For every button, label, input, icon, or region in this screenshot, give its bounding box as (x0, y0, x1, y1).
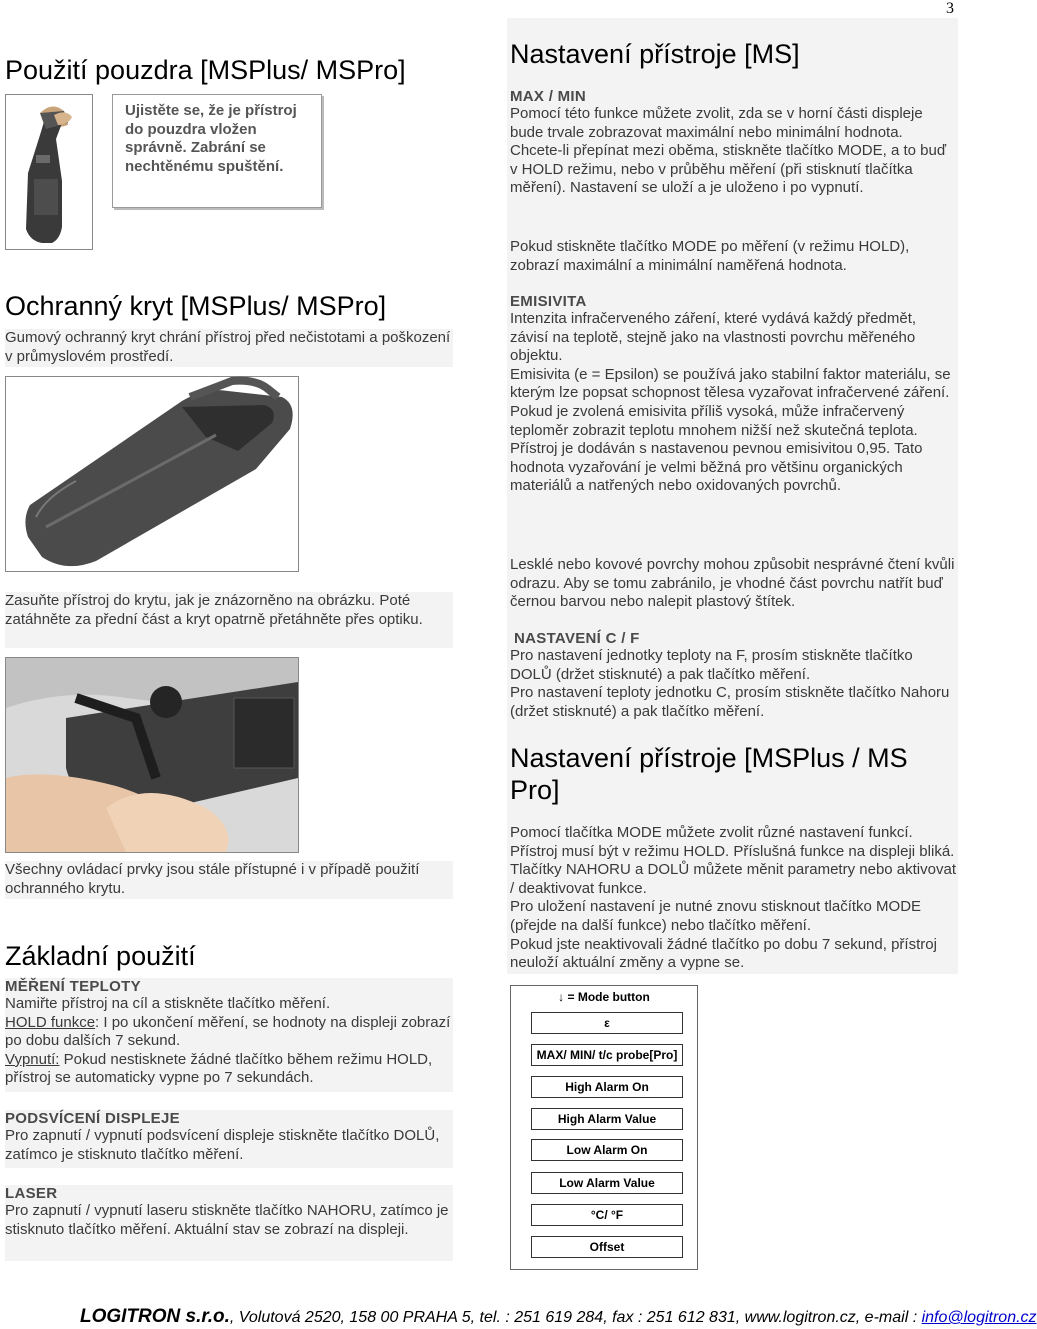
menu-item-offset: Offset (531, 1236, 683, 1258)
off-text: Pokud nestisknete žádné tlačítko během režimu HOLD, přístroj se automaticky vypne po 7 sekundách. (5, 1050, 433, 1087)
maxmin-text-2: Chcete-li přepínat mezi oběma, stiskněte tlačítko MODE, a to buď v HOLD režimu, nebo v průběhu měření (při stisknutí tlačítka měření). Nastavení se uloží a je uloženo i po vypnutí. (510, 142, 947, 197)
menu-item-high-alarm-value: High Alarm Value (531, 1108, 683, 1130)
backlight-block (5, 1110, 453, 1168)
backlight-text: Pro zapnutí / vypnutí podsvícení displeje stiskněte tlačítko DOLŮ, zatímco je stisknuto tlačítko měření. (5, 1127, 440, 1163)
covered-device-image (5, 657, 299, 853)
off-paragraph (5, 1051, 453, 1088)
emissivity-text-3: Přístroj je dodáván s nastavenou pevnou emisivitou 0,95. Tato hodnota vyzařování je velmi běžná pro většinu organických materiálů a natřených nebo oxidovaných povrchů. (510, 440, 923, 495)
menu-item-low-alarm-value: Low Alarm Value (531, 1172, 683, 1194)
footer-company: LOGITRON s.r.o. (80, 1306, 230, 1327)
msplus-block (510, 824, 956, 973)
menu-item-low-alarm-on: Low Alarm On (531, 1139, 683, 1161)
cover-section-title: Ochranný kryt [MSPlus/ MSPro] (5, 291, 387, 321)
laser-heading: LASER (5, 1185, 58, 1202)
menu-item-high-alarm-on: High Alarm On (531, 1076, 683, 1098)
maxmin-heading: MAX / MIN (510, 88, 587, 105)
case-note-text: Ujistěte se, že je přístroj do pouzdra vložen správně. Zabrání se nechtěnému spuštění. (125, 102, 297, 175)
hold-label: HOLD funkce (5, 1013, 96, 1031)
msplus-text-3: Pokud jste neaktivovali žádné tlačítko po dobu 7 sekund, přístroj neuloží aktuální změny a vypne se. (510, 935, 937, 972)
emissivity-text: Intenzita infračerveného záření, které vydává každý předmět, závisí na teplotě, stejně jako na vlastnosti povrchu měřeného objektu. (510, 310, 917, 365)
mode-menu-header: ↓ = Mode button (558, 990, 650, 1004)
footer (80, 1306, 1037, 1328)
menu-item-emissivity: ε (531, 1012, 683, 1034)
footer-email-link[interactable]: info@logitron.cz (921, 1309, 1037, 1326)
hold-text: : I po ukončení měření, se hodnoty na displeji zobrazí po dobu dalších 7 sekund. (5, 1013, 451, 1050)
controls-text: Všechny ovládací prvky jsou stále přístupné i v případě použití ochranného krytu. (5, 861, 453, 899)
laser-text: Pro zapnutí / vypnutí laseru stiskněte tlačítko NAHORU, zatímco je stisknuto tlačítko měření. Aktuální stav se zobrazí na displeji. (5, 1202, 449, 1238)
measure-line-1: Namiřte přístroj na cíl a stiskněte tlačítko měření. (5, 995, 331, 1012)
insert-text: Zasuňte přístroj do krytu, jak je znázorněno na obrázku. Poté zatáhněte za přední část a kryt opatrně přetáhněte přes optiku. (5, 592, 453, 648)
rubber-cover-image (5, 376, 299, 572)
emissivity-heading: EMISIVITA (510, 293, 587, 310)
emissivity-text-4: Lesklé nebo kovové povrchy mohou způsobit nesprávné čtení kvůli odrazu. Aby se tomu zabránilo, je vhodné část povrchu natřít buď černou barvou nebo nalepit plastový štítek. (510, 556, 955, 611)
case-note-box (112, 94, 322, 208)
off-label: Vypnutí: (5, 1050, 60, 1068)
mode-menu-diagram (510, 985, 698, 1270)
maxmin-text: Pomocí této funkce můžete zvolit, zda se v horní části displeje bude trvale zobrazovat maximální nebo minimální hodnota. (510, 105, 923, 141)
maxmin-block (510, 88, 954, 198)
msplus-text-2: Pro uložení nastavení je nutné znovu stisknout tlačítko MODE (přejde na další funkce) nebo tlačítko měření. (510, 898, 922, 934)
msplus-text: Pomocí tlačítka MODE můžete zvolit různé nastavení funkcí. Přístroj musí být v režimu HOLD. Příslušná funkce na displeji bliká. Tlačítky NAHORU a DOLŮ můžete měnit parametry nebo aktivovat / deaktivovat funkce. (510, 824, 956, 897)
measure-heading: MĚŘENÍ TEPLOTY (5, 978, 141, 995)
measure-block (5, 978, 453, 1092)
cover-text: Gumový ochranný kryt chrání přístroj před nečistotami a poškození v průmyslovém prostředí. (5, 329, 453, 367)
ms-settings-title: Nastavení přístroje [MS] (510, 39, 800, 69)
hold-paragraph (5, 1014, 453, 1051)
basic-use-title: Základní použití (5, 941, 196, 971)
maxmin-text-3: Pokud stiskněte tlačítko MODE po měření (v režimu HOLD), zobrazí maximální a minimální naměřená hodnota. (510, 238, 910, 274)
emissivity-text-2: Emisivita (e = Epsilon) se používá jako stabilní faktor materiálu, se kterým lze popsat schopnost tělesa vyzařovat infračervené záření. Pokud je zvolená emisivita příliš vysoká, může infračervený teploměr zobrazit teplotu mnohem nižší než skutečná teplota. (510, 365, 951, 439)
units-heading: NASTAVENÍ C / F (514, 630, 640, 647)
menu-item-maxmin: MAX/ MIN/ t/c probe[Pro] (531, 1044, 683, 1066)
backlight-heading: PODSVÍCENÍ DISPLEJE (5, 1110, 180, 1127)
emissivity-block (510, 293, 954, 496)
footer-address: , Volutová 2520, 158 00 PRAHA 5, tel. : 251 619 284, fax : 251 612 831, www.logitron.cz, e-mail : (229, 1309, 922, 1326)
units-text: Pro nastavení jednotky teploty na F, prosím stiskněte tlačítko DOLŮ (držet stisknuté) a pak tlačítko měření. (510, 647, 913, 683)
msplus-settings-title: Nastavení přístroje [MSPlus / MS Pro] (510, 743, 908, 805)
page-number: 3 (946, 0, 954, 17)
holster-image (5, 94, 93, 250)
menu-item-units: °C/ °F (531, 1204, 683, 1226)
units-text-2: Pro nastavení teploty jednotku C, prosím stiskněte tlačítko Nahoru (držet stisknuté) a pak tlačítko měření. (510, 684, 950, 720)
units-block (510, 630, 954, 721)
laser-block (5, 1185, 453, 1261)
case-section-title: Použití pouzdra [MSPlus/ MSPro] (5, 55, 406, 85)
